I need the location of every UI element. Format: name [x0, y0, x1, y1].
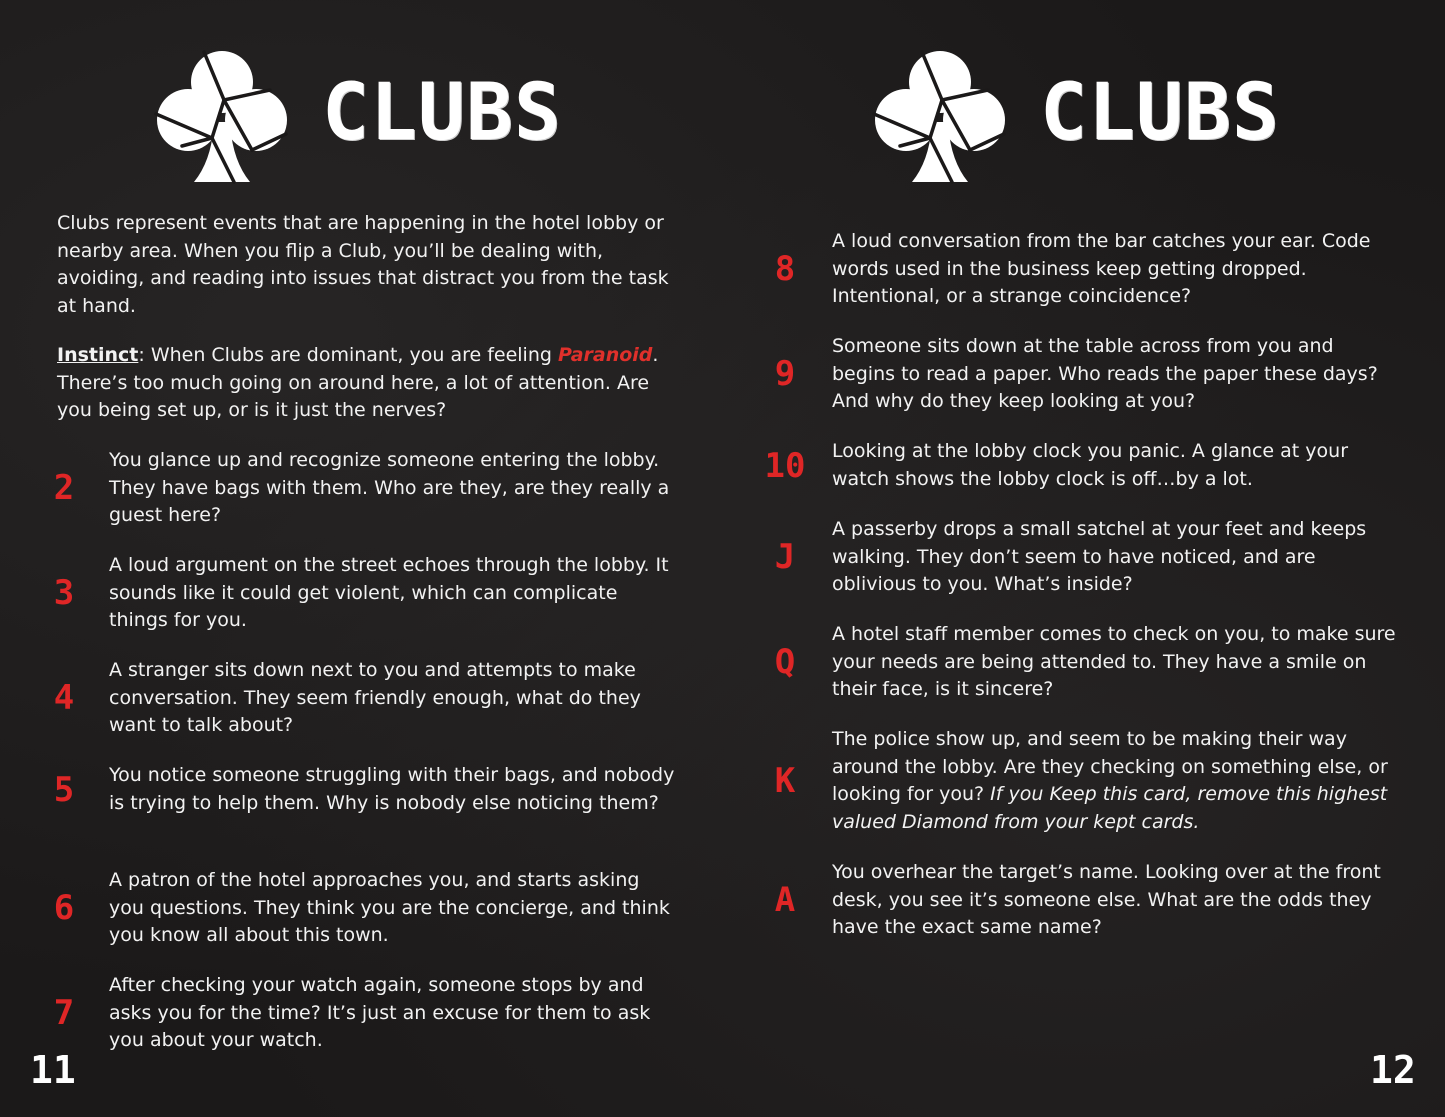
card-entry-8 [760, 228, 1400, 311]
page-number: 11 [30, 1048, 76, 1092]
card-description: A loud argument on the street echoes through the lobby. It sounds like it could get violent, which can complicate things for you. [109, 554, 669, 631]
instinct-label: Instinct [57, 344, 139, 366]
card-rank: 4 [53, 678, 75, 719]
card-rank: A [774, 880, 796, 921]
instinct-text-before: : When Clubs are dominant, you are feeling [138, 344, 558, 366]
card-description: After checking your watch again, someone stops by and asks you for the time? It’s just an excuse for them to ask you about your watch. [109, 974, 651, 1051]
card-entry-2 [40, 447, 680, 530]
left-page [0, 0, 722, 1117]
card-description: You glance up and recognize someone entering the lobby. They have bags with them. Who are they, are they really a guest here? [109, 449, 670, 526]
card-description: You overhear the target’s name. Looking over at the front desk, you see it’s someone else. What are the odds they have the exact same name? [832, 861, 1381, 938]
card-description: Looking at the lobby clock you panic. A glance at your watch shows the lobby clock is off…by a lot. [832, 440, 1349, 490]
card-entry-q [760, 621, 1400, 704]
card-rank: 7 [53, 993, 75, 1034]
left-page-header [152, 40, 562, 185]
right-page [722, 0, 1444, 1117]
instinct-paragraph [57, 342, 677, 425]
card-rank: 5 [53, 769, 75, 810]
card-entry-k [760, 726, 1400, 836]
card-rank: 2 [53, 468, 75, 509]
card-description: A hotel staff member comes to check on you, to make sure your needs are being attended to. They have a smile on their face, is it sincere? [832, 623, 1396, 700]
card-entry-a [760, 859, 1400, 942]
card-entry-6 [40, 867, 680, 950]
cracked-club-icon [152, 42, 292, 184]
card-rank: 9 [774, 354, 796, 395]
card-description: Someone sits down at the table across from you and begins to read a paper. Who reads the paper these days? And why do they keep looking at you? [832, 335, 1378, 412]
instinct-text-after: . There’s too much going on around here, a lot of attention. Are you being set up, or is it just the nerves? [57, 344, 659, 421]
card-rank: J [774, 537, 796, 578]
card-description: A loud conversation from the bar catches your ear. Code words used in the business keep getting dropped. Intentional, or a strange coincidence? [832, 230, 1371, 307]
card-rank: 6 [53, 888, 75, 929]
right-page-header [870, 40, 1280, 185]
page-title: CLUBS [1040, 67, 1280, 158]
card-description-rule: If you Keep this card, remove this highest valued Diamond from your kept cards. [832, 783, 1388, 833]
card-entry-3 [40, 552, 680, 635]
intro-section [57, 210, 677, 447]
card-rank: Q [774, 642, 796, 683]
card-rank: 8 [774, 249, 796, 290]
card-description: You notice someone struggling with their bags, and nobody is trying to help them. Why is nobody else noticing them? [109, 764, 675, 814]
card-description: A patron of the hotel approaches you, and starts asking you questions. They think you are the concierge, and think you know all about this town. [109, 869, 670, 946]
card-description [832, 726, 1400, 836]
card-description: A passerby drops a small satchel at your feet and keeps walking. They don’t seem to have noticed, and are oblivious to you. What’s inside? [832, 518, 1367, 595]
card-entry-4 [40, 657, 680, 740]
card-description: A stranger sits down next to you and attempts to make conversation. They seem friendly enough, what do they want to talk about? [109, 659, 641, 736]
card-entry-j [760, 516, 1400, 599]
intro-paragraph: Clubs represent events that are happening in the hotel lobby or nearby area. When you flip a Club, you’ll be dealing with, avoiding, and reading into issues that distract you from the task at hand. [57, 212, 669, 317]
cracked-club-icon [870, 42, 1010, 184]
page-title: CLUBS [322, 67, 562, 158]
card-description-main: The police show up, and seem to be making their way around the lobby. Are they checking on something else, or looking for you? [832, 728, 1388, 805]
card-rank: K [774, 761, 796, 801]
card-entry-9 [760, 333, 1400, 416]
card-entry-7 [40, 972, 680, 1055]
page-number: 12 [1370, 1048, 1416, 1092]
card-rank: 10 [764, 445, 806, 486]
card-rank: 3 [53, 573, 75, 614]
card-entry-5 [40, 762, 680, 817]
instinct-keyword: Paranoid [557, 344, 653, 366]
card-entry-10 [760, 438, 1400, 493]
